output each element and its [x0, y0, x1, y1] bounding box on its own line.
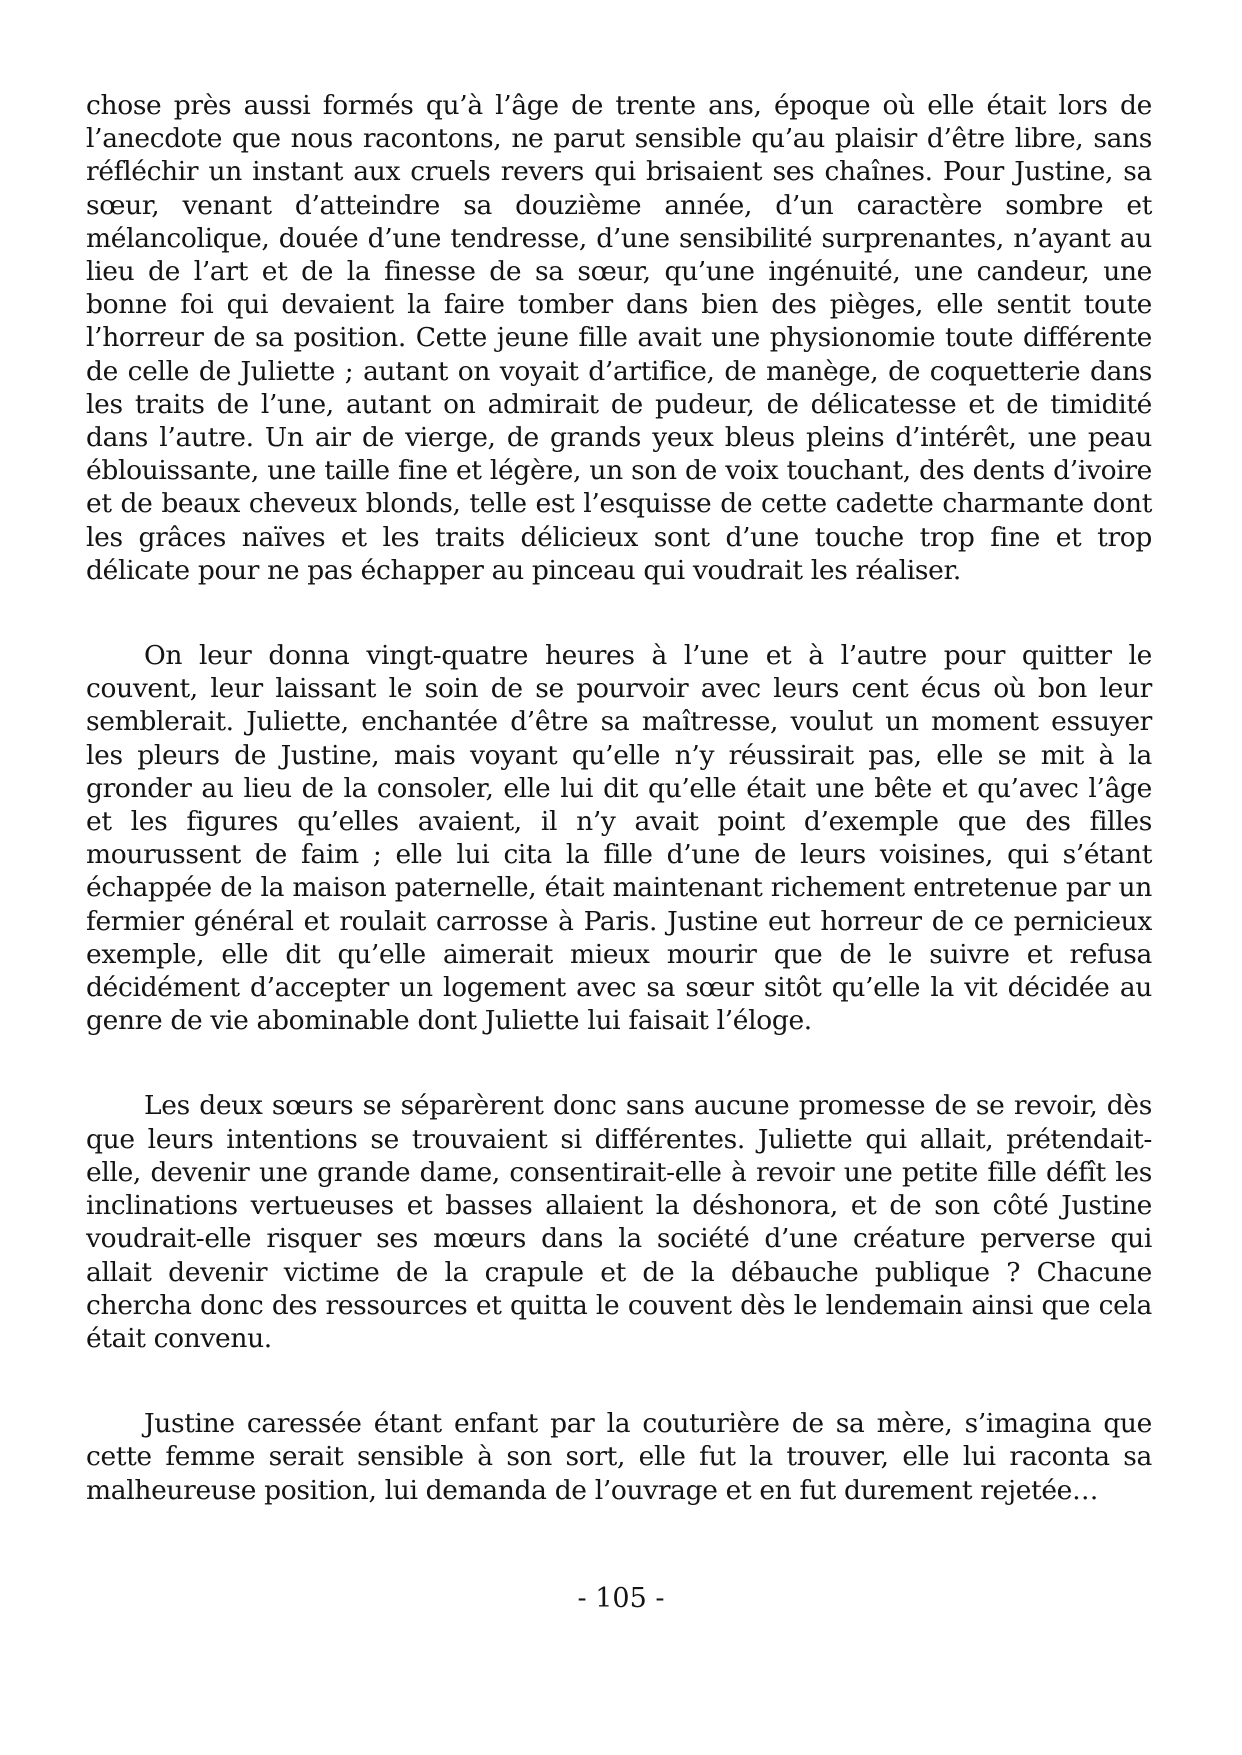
paragraph-3: Les deux sœurs se séparèrent donc sans aucune promesse de se revoir, dès que leurs intentions se trouvaient si différentes. Juliette qui allait, prétendait-elle, devenir une grande dame, consentirait-elle à revoir une petite fille défît les inclinations vertueuses et basses allaient la déshonora, et de son côté Justine voudrait-elle risquer ses mœurs dans la société d’une créature perverse qui allait devenir victime de la crapule et de la débauche publique ? Chacune chercha donc des ressources et quitta le couvent dès le lendemain ainsi que cela était convenu. — [86, 1090, 1152, 1354]
page-number: - 105 - — [577, 1583, 665, 1614]
paragraph-4: Justine caressée étant enfant par la couturière de sa mère, s’imagina que cette femme serait sensible à son sort, elle fut la trouver, elle lui raconta sa malheureuse position, lui demanda de l’ouvrage et en fut durement rejetée… — [86, 1408, 1152, 1506]
paragraph-2: On leur donna vingt-quatre heures à l’une et à l’autre pour quitter le couvent, leur laissant le soin de se pourvoir avec leurs cent écus où bon leur semblerait. Juliette, enchantée d’être sa maîtresse, voulut un moment essuyer les pleurs de Justine, mais voyant qu’elle n’y réussirait pas, elle se mit à la gronder au lieu de la consoler, elle lui dit qu’elle était une bête et qu’avec l’âge et les figures qu’elles avaient, il n’y avait point d’exemple que des filles mourussent de faim ; elle lui cita la fille d’une de leurs voisines, qui s’étant échappée de la maison paternelle, était maintenant richement entretenue par un fermier général et roulait carrosse à Paris. Justine eut horreur de ce pernicieux exemple, elle dit qu’elle aimerait mieux mourir que de le suivre et refusa décidément d’accepter un logement avec sa sœur sitôt qu’elle la vit décidée au genre de vie abominable dont Juliette lui faisait l’éloge. — [86, 640, 1152, 1037]
paragraph-1: chose près aussi formés qu’à l’âge de trente ans, époque où elle était lors de l’anecdote que nous racontons, ne parut sensible qu’au plaisir d’être libre, sans réfléchir un instant aux cruels revers qui brisaient ses chaînes. Pour Justine, sa sœur, venant d’atteindre sa douzième année, d’un caractère sombre et mélancolique, douée d’une tendresse, d’une sensibilité surprenantes, n’ayant au lieu de l’art et de la finesse de sa sœur, qu’une ingénuité, une candeur, une bonne foi qui devaient la faire tomber dans bien des pièges, elle sentit toute l’horreur de sa position. Cette jeune fille avait une physionomie toute différente de celle de Juliette ; autant on voyait d’artifice, de manège, de coquetterie dans les traits de l’une, autant on admirait de pudeur, de délicatesse et de timidité dans l’autre. Un air de vierge, de grands yeux bleus pleins d’intérêt, une peau éblouissante, une taille fine et légère, un son de voix touchant, des dents d’ivoire et de beaux cheveux blonds, telle est l’esquisse de cette cadette charmante dont les grâces naïves et les traits délicieux sont d’une touche trop fine et trop délicate pour ne pas échapper au pinceau qui voudrait les réaliser. — [86, 90, 1152, 586]
body-text — [86, 89, 1152, 1507]
